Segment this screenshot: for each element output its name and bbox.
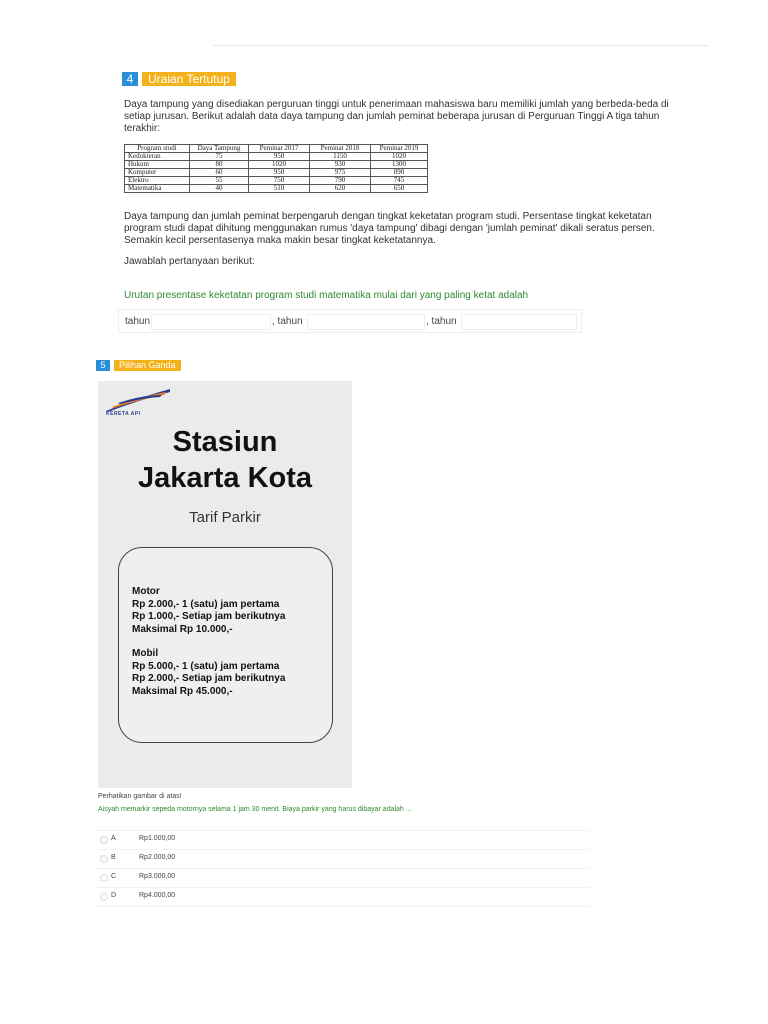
motor-rate-2: Rp 1.000,- Setiap jam berikutnya — [132, 611, 286, 622]
question-4-instruction: Jawablah pertanyaan berikut: — [124, 256, 255, 267]
mobil-rate-1: Rp 5.000,- 1 (satu) jam pertama — [132, 660, 280, 672]
option-b[interactable] — [94, 849, 590, 868]
option-d[interactable] — [94, 887, 590, 907]
question-4-prompt: Urutan presentase keketatan program studi matematika mulai dari yang paling ketat adalah — [124, 290, 529, 301]
poster-subtitle: Tarif Parkir — [189, 509, 261, 526]
table-cell: 745 — [371, 177, 428, 185]
table-cell: 510 — [249, 185, 310, 193]
option-text: Rp2.000,00 — [139, 854, 176, 861]
table-cell: 620 — [310, 185, 371, 193]
table-cell: Hukum — [125, 161, 190, 169]
option-text: Rp4.000,00 — [139, 892, 176, 899]
question-5-text: Aisyah memarkir sepeda motornya selama 1 jam 30 menit. Biaya parkir yang harus dibayar adalah ... — [98, 806, 412, 813]
question-4-explanation: Daya tampung dan jumlah peminat berpengaruh dengan tingkat keketatan program studi. Persentase tingkat keketatan program studi dapat dihitung menggunakan rumus 'daya tampung' dibagi dengan 'jumlah peminat' dikali seratus persen. Semakin kecil persentasenya maka makin besar tingkat keketatannya. — [124, 211, 655, 246]
capacity-table — [124, 144, 428, 193]
answer-options — [94, 830, 590, 907]
table-cell: Kedokteran — [125, 153, 190, 161]
option-letter: D — [111, 892, 117, 899]
question-5-caption: Perhatikan gambar di atas! — [98, 793, 182, 800]
question-number-badge: 5 — [96, 360, 110, 371]
answer-label-2: , tahun — [272, 316, 303, 327]
table-cell: 790 — [310, 177, 371, 185]
mobil-max: Maksimal Rp 45.000,- — [132, 685, 233, 697]
table-cell: 55 — [190, 177, 249, 185]
poster-title-line-1: Stasiun — [172, 426, 278, 458]
radio-button[interactable] — [100, 855, 108, 863]
table-header-cell: Peminat 2018 — [310, 145, 371, 153]
option-letter: C — [111, 873, 117, 880]
table-cell: Elektro — [125, 177, 190, 185]
year-input-2[interactable] — [307, 314, 425, 330]
table-header-cell: Daya Tampung — [190, 145, 249, 153]
table-cell: 930 — [310, 161, 371, 169]
motor-max: Maksimal Rp 10.000,- — [132, 623, 233, 635]
mobil-title: Mobil — [132, 648, 159, 659]
option-text: Rp3.000,00 — [139, 873, 176, 880]
answer-row — [118, 309, 582, 333]
question-4-intro: Daya tampung yang disediakan perguruan tinggi untuk penerimaan mahasiswa baru memiliki jumlah yang berbeda-beda di setiap jurusan. Berikut adalah data daya tampung dan jumlah peminat beberapa jurusan di Perguruan Tinggi A tiga tahun terakhir: — [124, 99, 669, 134]
option-a[interactable] — [94, 830, 590, 849]
question-5-header — [96, 360, 181, 371]
table-header-cell: Peminat 2019 — [371, 145, 428, 153]
year-input-3[interactable] — [461, 314, 577, 330]
option-text: Rp1.000,00 — [139, 835, 176, 842]
table-row — [125, 185, 428, 193]
question-type-badge: Pilihan Ganda — [114, 360, 181, 371]
table-cell: Komputer — [125, 169, 190, 177]
poster-title-line-2: Jakarta Kota — [137, 462, 313, 494]
option-c[interactable] — [94, 868, 590, 887]
table-cell: Matematika — [125, 185, 190, 193]
parking-tariff-poster — [98, 381, 352, 788]
table-cell: 1020 — [371, 153, 428, 161]
table-header-cell: Program studi — [125, 145, 190, 153]
option-letter: A — [111, 835, 116, 842]
answer-label-1: tahun — [125, 316, 151, 327]
table-cell: 650 — [371, 185, 428, 193]
answer-label-3: , tahun — [426, 316, 457, 327]
radio-button[interactable] — [100, 893, 108, 901]
radio-button[interactable] — [100, 874, 108, 882]
table-cell: 60 — [190, 169, 249, 177]
option-letter: B — [111, 854, 116, 861]
year-input-1[interactable] — [151, 314, 271, 330]
motor-title: Motor — [132, 586, 160, 597]
table-cell: 80 — [190, 161, 249, 169]
mobil-rate-2: Rp 2.000,- Setiap jam berikutnya — [132, 673, 286, 684]
logo-text: KERETA API — [106, 411, 141, 417]
table-cell: 750 — [249, 177, 310, 185]
table-cell: 1150 — [310, 153, 371, 161]
table-cell: 975 — [310, 169, 371, 177]
motor-rate-1: Rp 2.000,- 1 (satu) jam pertama — [132, 598, 280, 610]
table-cell: 1020 — [249, 161, 310, 169]
table-cell: 1300 — [371, 161, 428, 169]
table-cell: 950 — [249, 153, 310, 161]
question-type-badge: Uraian Tertutup — [142, 72, 236, 86]
table-header-cell: Peminat 2017 — [249, 145, 310, 153]
table-cell: 950 — [249, 169, 310, 177]
question-number-badge: 4 — [122, 72, 138, 86]
tariff-box — [118, 547, 333, 743]
top-divider — [213, 45, 708, 46]
table-cell: 75 — [190, 153, 249, 161]
table-cell: 890 — [371, 169, 428, 177]
table-cell: 40 — [190, 185, 249, 193]
question-4-header — [122, 72, 236, 86]
radio-button[interactable] — [100, 836, 108, 844]
